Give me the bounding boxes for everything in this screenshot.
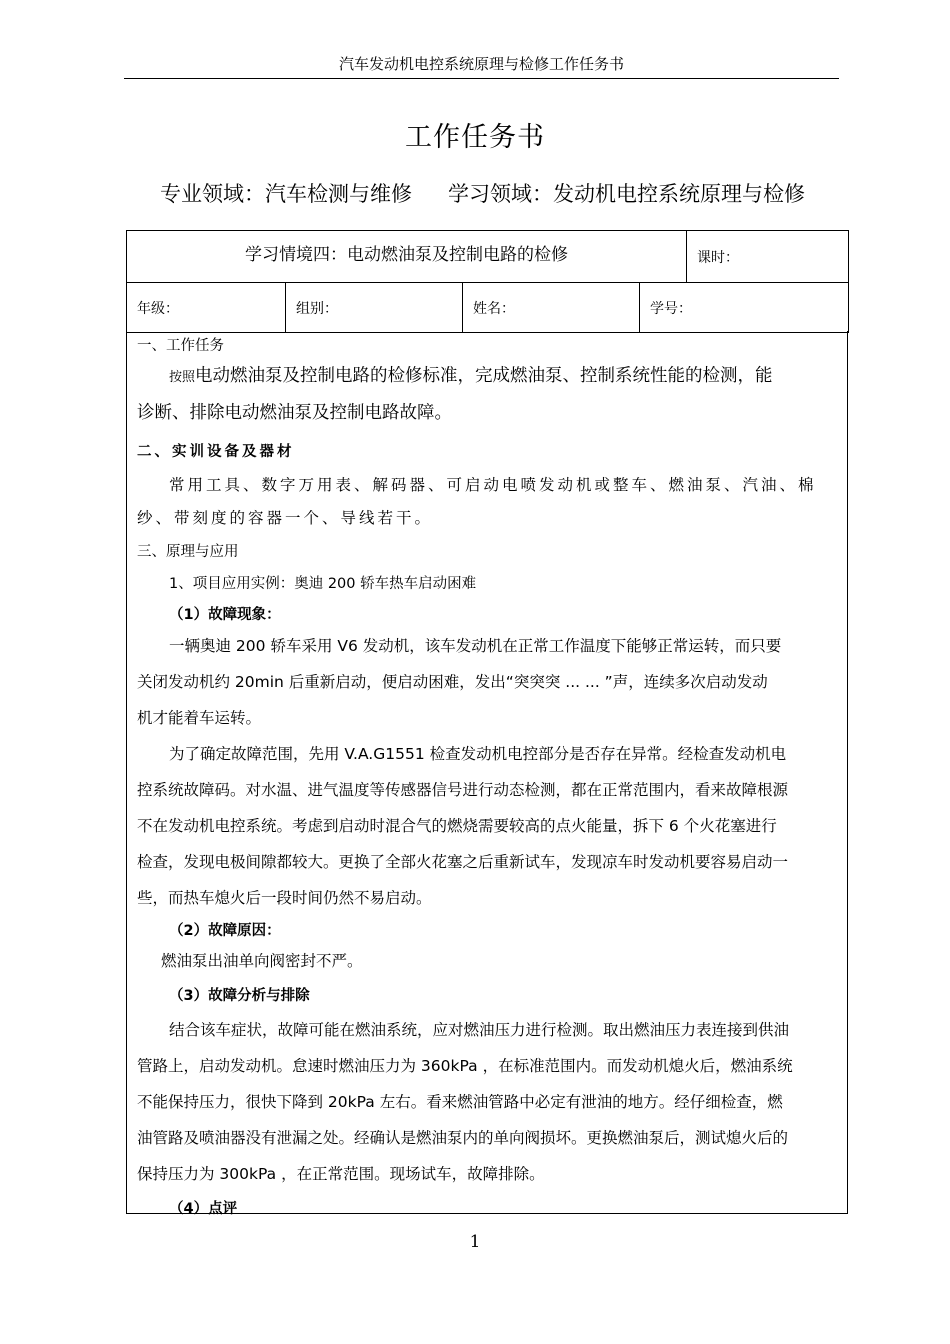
running-header: 汽车发动机电控系统原理与检修工作任务书 [124, 50, 839, 79]
hours-field: 课时： [687, 231, 849, 283]
content-box [126, 331, 848, 1217]
fault-symptom-line-1: 一辆奥迪 200 轿车采用 V6 发动机，该车发动机在正常工作温度下能够正常运转，而只要 [169, 637, 782, 655]
analysis-line-3: 不能保持压力，很快下降到 20kPa 左右。看来燃油管路中必定有泄油的地方。经仔细检查，燃 [137, 1093, 783, 1111]
analysis-title: （3）故障分析与排除 [169, 988, 310, 1004]
section-2-title: 二、实训设备及器材 [137, 444, 295, 460]
section-2-line-1: 常用工具、数字万用表、解码器、可启动电喷发动机或整车、燃油泵、汽油、棉 [169, 476, 817, 494]
section-2-line-2: 纱、带刻度的容器一个、导线若干。 [137, 509, 434, 527]
diagnosis-line-4: 检查，发现电极间隙都较大。更换了全部火花塞之后重新试车，发现凉车时发动机要容易启动一 [137, 853, 789, 871]
analysis-line-1: 结合该车症状，故障可能在燃油系统，应对燃油压力进行检测。取出燃油压力表连接到供油 [169, 1021, 790, 1039]
name-field: 姓名： [463, 283, 640, 333]
analysis-line-4: 油管路及喷油器没有泄漏之处。经确认是燃油泵内的单向阀损坏。更换燃油泵后，测试熄火后的 [137, 1129, 789, 1147]
fault-symptom-line-2: 关闭发动机约 20min 后重新启动，便启动困难，发出“突突突 ... ... ”声，连续多次启动发动 [137, 673, 768, 691]
diagnosis-line-1: 为了确定故障范围，先用 V.A.G1551 检查发动机电控部分是否存在异常。经检查发动机电 [169, 745, 787, 763]
analysis-line-2: 管路上，启动发动机。怠速时燃油压力为 360kPa ，在标准范围内。而发动机熄火后，燃油系统 [137, 1057, 793, 1075]
section-1-title: 一、工作任务 [137, 338, 224, 354]
comment-title: （4）点评 [169, 1201, 238, 1217]
learning-situation: 学习情境四：电动燃油泵及控制电路的检修 [127, 231, 687, 283]
page-number: 1 [469, 1232, 481, 1252]
section-1-line-2: 诊断、排除电动燃油泵及控制电路故障。 [137, 403, 452, 423]
group-field: 组别： [286, 283, 463, 333]
section-1-line-1: 电动燃油泵及控制电路的检修标准，完成燃油泵、控制系统性能的检测，能 [195, 366, 773, 386]
section-3-title: 三、原理与应用 [137, 544, 239, 560]
case-title: 1、项目应用实例：奥迪 200 轿车热车启动困难 [169, 576, 477, 592]
section-1-text [127, 360, 847, 394]
analysis-line-5: 保持压力为 300kPa ，在正常范围。现场试车，故障排除。 [137, 1165, 545, 1183]
fault-symptom-line-3: 机才能着车运转。 [137, 709, 262, 727]
fault-cause-text: 燃油泵出油单向阀密封不严。 [161, 952, 363, 970]
diagnosis-line-3: 不在发动机电控系统。考虑到启动时混合气的燃烧需要较高的点火能量，拆下 6 个火花塞进行 [137, 817, 777, 835]
section-1-lead: 按照 [169, 370, 196, 385]
info-form-table [126, 230, 849, 333]
fault-cause-title: （2）故障原因： [169, 923, 281, 939]
professional-field: 专业领域：汽车检测与维修 [160, 182, 412, 206]
learning-area: 学习领域：发动机电控系统原理与检修 [448, 182, 805, 206]
student-id-field: 学号： [640, 283, 849, 333]
document-title: 工作任务书 [405, 122, 545, 153]
grade-field: 年级： [127, 283, 286, 333]
diagnosis-line-5: 些，而热车熄火后一段时间仍然不易启动。 [137, 889, 432, 907]
diagnosis-line-2: 控系统故障码。对水温、进气温度等传感器信号进行动态检测，都在正常范围内，看来故障根源 [137, 781, 789, 799]
fault-symptom-title: （1）故障现象： [169, 607, 281, 623]
subtitle [160, 178, 860, 208]
